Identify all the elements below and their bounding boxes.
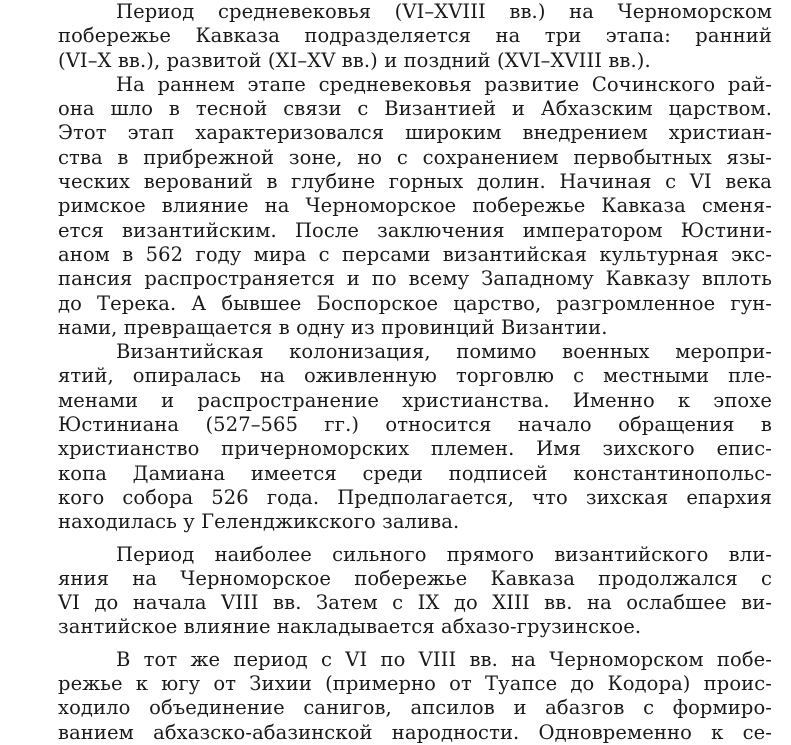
text-line: В тот же период с VI по VIII вв. на Черноморском побе-: [116, 647, 772, 671]
text-line: ятий, опиралась на оживленную торговлю с местными пле-: [58, 364, 772, 388]
text-line: Этот этап характеризовался широким внедрением христиан-: [58, 121, 772, 145]
text-line: зантийское влияние накладывается абхазо-грузинское.: [58, 615, 642, 639]
text-line: Юстиниана (527–565 гг.) относится начало обращения в: [58, 413, 772, 437]
text-line: На раннем этапе средневековья развитие Сочинского рай-: [116, 72, 772, 96]
paragraph-4: [58, 543, 772, 640]
text-line: побережье Кавказа подразделяется на три этапа: ранний: [58, 24, 772, 48]
text-line: ходило объединение санигов, апсилов и абазгов с формиро-: [58, 696, 772, 720]
text-line: христианство причерноморских племен. Имя зихского епис-: [58, 437, 772, 461]
paragraph-1: [58, 0, 772, 73]
text-line: режье к югу от Зихии (примерно от Туапсе до Кодора) проис-: [58, 672, 772, 696]
text-line: она шло в тесной связи с Византией и Абхазским царством.: [58, 97, 772, 121]
text-line: до Терека. А бывшее Боспорское царство, разгромленное гун-: [58, 291, 772, 315]
paragraph-2: [58, 73, 772, 340]
text-line: копа Дамиана имеется среди подписей константинопольс-: [58, 461, 772, 485]
text-line: менами и распространение христианства. Именно к эпохе: [58, 388, 772, 412]
text-line: Период средневековья (VI–XVIII вв.) на Черноморском: [116, 0, 772, 23]
paragraph-3: [58, 340, 772, 534]
text-line: римское влияние на Черноморское побережье Кавказа сменя-: [58, 194, 772, 218]
text-line: VI до начала VIII вв. Затем с IX до XIII вв. на ослабшее ви-: [58, 591, 772, 615]
text-line: ванием абхазско-абазинской народности. Одновременно к се-: [58, 720, 772, 744]
text-line: находилась у Геленджикского залива.: [58, 510, 460, 534]
text-line: кого собора 526 года. Предполагается, что зихская епархия: [58, 485, 772, 509]
text-line: (VI–X вв.), развитой (XI–XV вв.) и поздний (XVI–XVIII вв.).: [58, 48, 651, 72]
text-line: яния на Черноморское побережье Кавказа продолжался с: [58, 566, 772, 590]
text-line: нами, превращается в одну из провинций Византии.: [58, 315, 608, 339]
text-line: ется византийским. После заключения императором Юстини-: [58, 218, 772, 242]
text-line: ческих верований в глубине горных долин. Начиная с VI века: [58, 170, 772, 194]
text-line: аном в 562 году мира с персами византийская культурная экс-: [58, 242, 772, 266]
text-line: ства в прибрежной зоне, но с сохранением первобытных язы-: [58, 145, 772, 169]
document-page: [58, 0, 772, 745]
text-line: Византийская колонизация, помимо военных меропри-: [116, 340, 772, 364]
text-line: пансия распространяется и по всему Западному Кавказу вплоть: [58, 267, 772, 291]
text-line: Период наиболее сильного прямого византийского вли-: [116, 542, 772, 566]
paragraph-5: [58, 648, 772, 745]
